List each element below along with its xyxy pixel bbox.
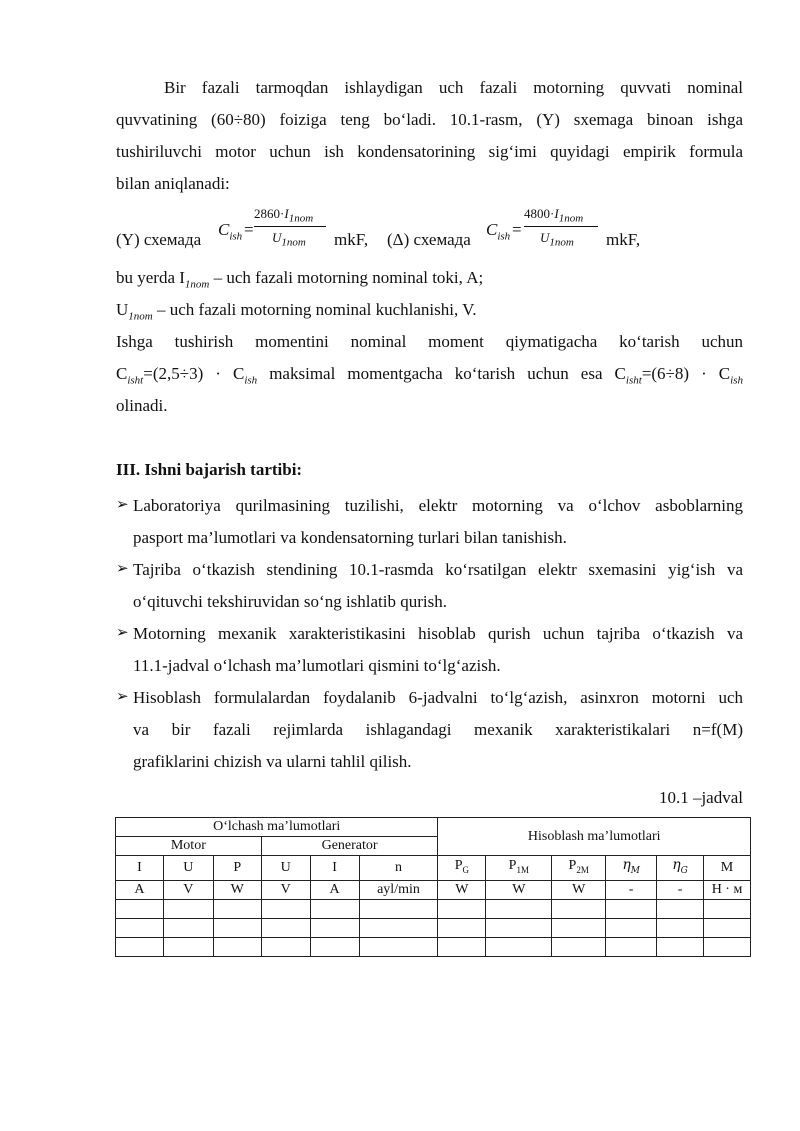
table-cell[interactable] — [606, 899, 657, 918]
table-cell[interactable] — [310, 899, 359, 918]
table-cell[interactable] — [213, 899, 261, 918]
paragraph-line: $C_{isht}=(2,5\div 3) \cdot C_{ish}$ maksimal momentgacha ko‘tarish uchun esa $C_{isht}=(6\div 8) \cdot C_{ish}$ — [116, 364, 743, 387]
table-cell[interactable] — [552, 918, 606, 937]
measured-header: O‘lchash ma’lumotlari — [116, 818, 438, 837]
paragraph-line: bilan aniqlanadi: — [116, 174, 230, 193]
table-cell: - — [657, 880, 704, 899]
list-item-line: Tajriba o‘tkazish stendining 10.1-rasmda ko‘rsatilgan elektr sxemasini yig‘ish va — [133, 560, 743, 579]
table-cell[interactable] — [486, 937, 552, 956]
table-cell: $P_G$ — [438, 856, 486, 881]
formula-d-c: $C_{ish}$ — [486, 220, 511, 243]
formula-y-label: (Y) схемада — [116, 230, 202, 249]
table-cell: V — [163, 880, 213, 899]
paragraph-line: Ishga tushirish momentini nominal moment qiymatigacha ko‘tarish uchun — [116, 332, 743, 351]
motor-header: Motor — [116, 837, 262, 856]
table-cell: Н · м — [704, 880, 751, 899]
table-cell[interactable] — [163, 918, 213, 937]
formula-y-c: $C_{ish}$ — [218, 220, 243, 243]
arrow-bullet-icon: ➢ — [116, 689, 129, 705]
table-cell[interactable] — [359, 937, 438, 956]
table-cell: A — [116, 880, 164, 899]
table-cell[interactable] — [116, 899, 164, 918]
formula-d-fraction-line — [524, 226, 598, 227]
table-cell: P — [213, 856, 261, 881]
table-cell: - — [606, 880, 657, 899]
table-cell: V — [261, 880, 310, 899]
table-cell[interactable] — [116, 918, 164, 937]
table-cell[interactable] — [261, 918, 310, 937]
table-cell[interactable] — [606, 937, 657, 956]
table-row — [116, 899, 751, 918]
paragraph-line: quvvatining (60÷80) foiziga teng bo‘ladi. 10.1-rasm, (Y) sxemaga binoan ishga — [116, 110, 743, 129]
table-cell[interactable] — [552, 937, 606, 956]
table-cell: $\eta_G$ — [657, 856, 704, 881]
table-cell: ayl/min — [359, 880, 438, 899]
table-cell: n — [359, 856, 438, 881]
table-cell[interactable] — [704, 918, 751, 937]
table-caption: 10.1 –jadval — [658, 788, 743, 807]
table-cell: U — [163, 856, 213, 881]
table-cell[interactable] — [261, 937, 310, 956]
table-cell: $P_{2M}$ — [552, 856, 606, 881]
list-item-line: Motorning mexanik xarakteristikasini hisoblab qurish uchun tajriba o‘tkazish va — [133, 624, 743, 643]
data-table — [115, 817, 751, 957]
table-header-row — [116, 818, 751, 837]
table-cell[interactable] — [606, 918, 657, 937]
arrow-bullet-icon: ➢ — [116, 561, 129, 577]
table-cell[interactable] — [657, 899, 704, 918]
paragraph-line: Bir fazali tarmoqdan ishlaydigan uch fazali motorning quvvati nominal — [164, 78, 743, 97]
list-item-line: grafiklarini chizish va ularni tahlil qilish. — [133, 752, 412, 771]
table-cell[interactable] — [438, 937, 486, 956]
table-cell: A — [310, 880, 359, 899]
generator-header: Generator — [261, 837, 438, 856]
table-cell[interactable] — [310, 918, 359, 937]
formula-y-numerator: $2860\cdot I_{1nom}$ — [254, 206, 314, 225]
table-cell[interactable] — [163, 899, 213, 918]
formula-d-numerator: $4800\cdot I_{1nom}$ — [524, 206, 584, 225]
formula-d-unit: mkF, — [606, 230, 641, 249]
table-cell[interactable] — [657, 918, 704, 937]
table-cell[interactable] — [310, 937, 359, 956]
table-cell[interactable] — [438, 918, 486, 937]
table-cell[interactable] — [213, 937, 261, 956]
table-cell[interactable] — [704, 899, 751, 918]
arrow-bullet-icon: ➢ — [116, 497, 129, 513]
table-cell[interactable] — [213, 918, 261, 937]
table-cell[interactable] — [359, 899, 438, 918]
table-cell[interactable] — [704, 937, 751, 956]
formula-y-denominator: $U_{1nom}$ — [272, 230, 306, 249]
table-cell: $\eta_M$ — [606, 856, 657, 881]
table-cell[interactable] — [552, 899, 606, 918]
table-cell: W — [213, 880, 261, 899]
table-unit-row — [116, 880, 751, 899]
table-cell: I — [310, 856, 359, 881]
list-item-line: pasport ma’lumotlari va kondensatorning turlari bilan tanishish. — [133, 528, 567, 547]
table-symbol-row — [116, 856, 751, 881]
table-cell[interactable] — [116, 937, 164, 956]
formula-d-eq: = — [512, 220, 522, 239]
table-cell: W — [486, 880, 552, 899]
calc-header: Hisoblash ma’lumotlari — [438, 818, 751, 856]
table-row — [116, 937, 751, 956]
formula-y-unit: mkF, — [334, 230, 369, 249]
table-cell[interactable] — [486, 918, 552, 937]
table-cell: U — [261, 856, 310, 881]
list-item-line: 11.1-jadval o‘lchash ma’lumotlari qismini to‘lg‘azish. — [133, 656, 501, 675]
table-cell: W — [552, 880, 606, 899]
table-row — [116, 918, 751, 937]
table-cell[interactable] — [657, 937, 704, 956]
table-cell[interactable] — [438, 899, 486, 918]
table-cell[interactable] — [359, 918, 438, 937]
list-item-line: va bir fazali rejimlarda ishlagandagi mexanik xarakteristikalari n=f(M) — [133, 720, 743, 739]
definition-voltage: $U_{1nom}$ – uch fazali motorning nominal kuchlanishi, V. — [116, 300, 477, 323]
table-cell[interactable] — [486, 899, 552, 918]
paragraph-line: tushiriluvchi motor uchun ish kondensatorining sig‘imi quyidagi empirik formula — [116, 142, 743, 161]
formula-y-fraction-line — [254, 226, 326, 227]
formula-row — [116, 200, 743, 260]
formula-d-denominator: $U_{1nom}$ — [540, 230, 574, 249]
table-cell: I — [116, 856, 164, 881]
section-heading: III. Ishni bajarish tartibi: — [116, 460, 303, 479]
paragraph-line: olinadi. — [116, 396, 168, 415]
formula-y-eq: = — [244, 220, 254, 239]
table-cell: $P_{1M}$ — [486, 856, 552, 881]
definition-current: bu yerda $I_{1nom}$ – uch fazali motorning nominal toki, A; — [116, 268, 484, 291]
formula-d-label: (Δ) схемада — [387, 230, 471, 249]
table-cell: M — [704, 856, 751, 881]
arrow-bullet-icon: ➢ — [116, 625, 129, 641]
list-item-line: o‘qituvchi tekshiruvidan so‘ng ishlatib qurish. — [133, 592, 447, 611]
list-item-line: Hisoblash formulalardan foydalanib 6-jadvalni to‘lg‘azish, asinxron motorni uch — [133, 688, 743, 707]
table-cell[interactable] — [261, 899, 310, 918]
list-item-line: Laboratoriya qurilmasining tuzilishi, elektr motorning va o‘lchov asboblarning — [133, 496, 743, 515]
table-cell[interactable] — [163, 937, 213, 956]
table-cell: W — [438, 880, 486, 899]
